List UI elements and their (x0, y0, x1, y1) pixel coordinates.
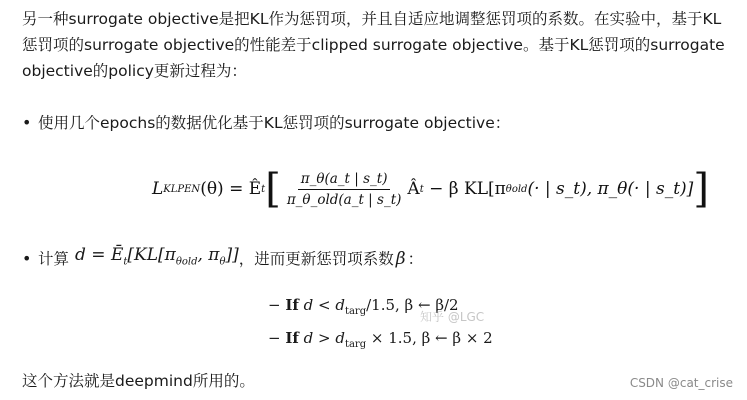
rule-increase (268, 325, 493, 358)
rule-condition: d < d (303, 296, 345, 314)
rule-rhs: × 1.5, β ← β × 2 (366, 329, 493, 347)
formula-ratio (284, 171, 405, 208)
formula-numerator: π_θ(a_t | s_t) (298, 171, 391, 190)
formula-L: L (152, 179, 164, 199)
bullet-2-math-sub: t (123, 256, 128, 268)
rule-condition-sub: targ (344, 306, 367, 317)
formula-left-bracket: [ (265, 166, 281, 212)
bullet-item-1 (22, 110, 510, 136)
bullet-2-pi-sub: θold (175, 256, 198, 268)
formula-expectation-sub: t (261, 183, 266, 195)
rule-condition-sub: targ (344, 339, 367, 350)
rule-if: If (285, 296, 299, 314)
bullet-item-2 (22, 242, 423, 275)
formula-penalty-sub: θold (505, 183, 528, 195)
intro-paragraph: 另一种surrogate objective是把KL作为惩罚项，并且自适应地调整惩罚项的系数。在实验中，基于KL惩罚项的surrogate objective的性能差于clipped surrogate objective。基于KL惩罚项的surrogate objective的policy更新过程为： (22, 10, 725, 80)
rule-dash: − (268, 296, 281, 314)
bullet-2-math (75, 242, 239, 275)
formula-expectation: Ê (248, 179, 262, 199)
rule-rhs: /1.5, β ← β/2 (366, 296, 459, 314)
bullet-2-theta-sub: θ (219, 256, 226, 268)
formula-penalty: − β KL[π (423, 179, 506, 199)
bullet-dot: • (22, 113, 32, 132)
formula-advantage: Â (407, 179, 420, 199)
formula-penalty-rest: (· | s_t), π_θ(· | s_t)] (527, 179, 694, 199)
bullet-2-math-close: ]] (225, 245, 239, 265)
rule-dash: − (268, 329, 281, 347)
bullet-2-suffix: ，进而更新惩罚项系数 (238, 249, 394, 268)
csdn-credit: CSDN @cat_crise (629, 376, 733, 390)
klpen-formula (152, 160, 709, 218)
formula-advantage-sub: t (419, 183, 424, 195)
bullet-1-text: 使用几个epochs的数据优化基于KL惩罚项的surrogate objective： (38, 114, 511, 132)
formula-lhs-arg: (θ) = (200, 179, 249, 199)
rule-if: If (285, 329, 299, 347)
bullet-2-math-end: , π (197, 245, 220, 265)
formula-L-sup: KLPEN (163, 183, 201, 195)
bullet-2-math-d: d = Ē (75, 245, 124, 265)
rule-condition: d > d (303, 329, 345, 347)
bullet-2-prefix: 计算 (38, 249, 70, 268)
closing-sentence: 这个方法就是deepmind所用的。 (22, 372, 255, 390)
formula-right-bracket: ] (693, 166, 709, 212)
beta-update-rules (268, 292, 493, 358)
formula-denominator: π_θ_old(a_t | s_t) (286, 191, 402, 208)
zhihu-watermark: 知乎 @LGC (420, 310, 485, 324)
bullet-dot: • (22, 248, 32, 268)
bullet-2-colon: ： (407, 249, 424, 268)
bullet-2-math-rest: [KL[π (127, 245, 176, 265)
bullet-2-beta: β (395, 248, 406, 269)
